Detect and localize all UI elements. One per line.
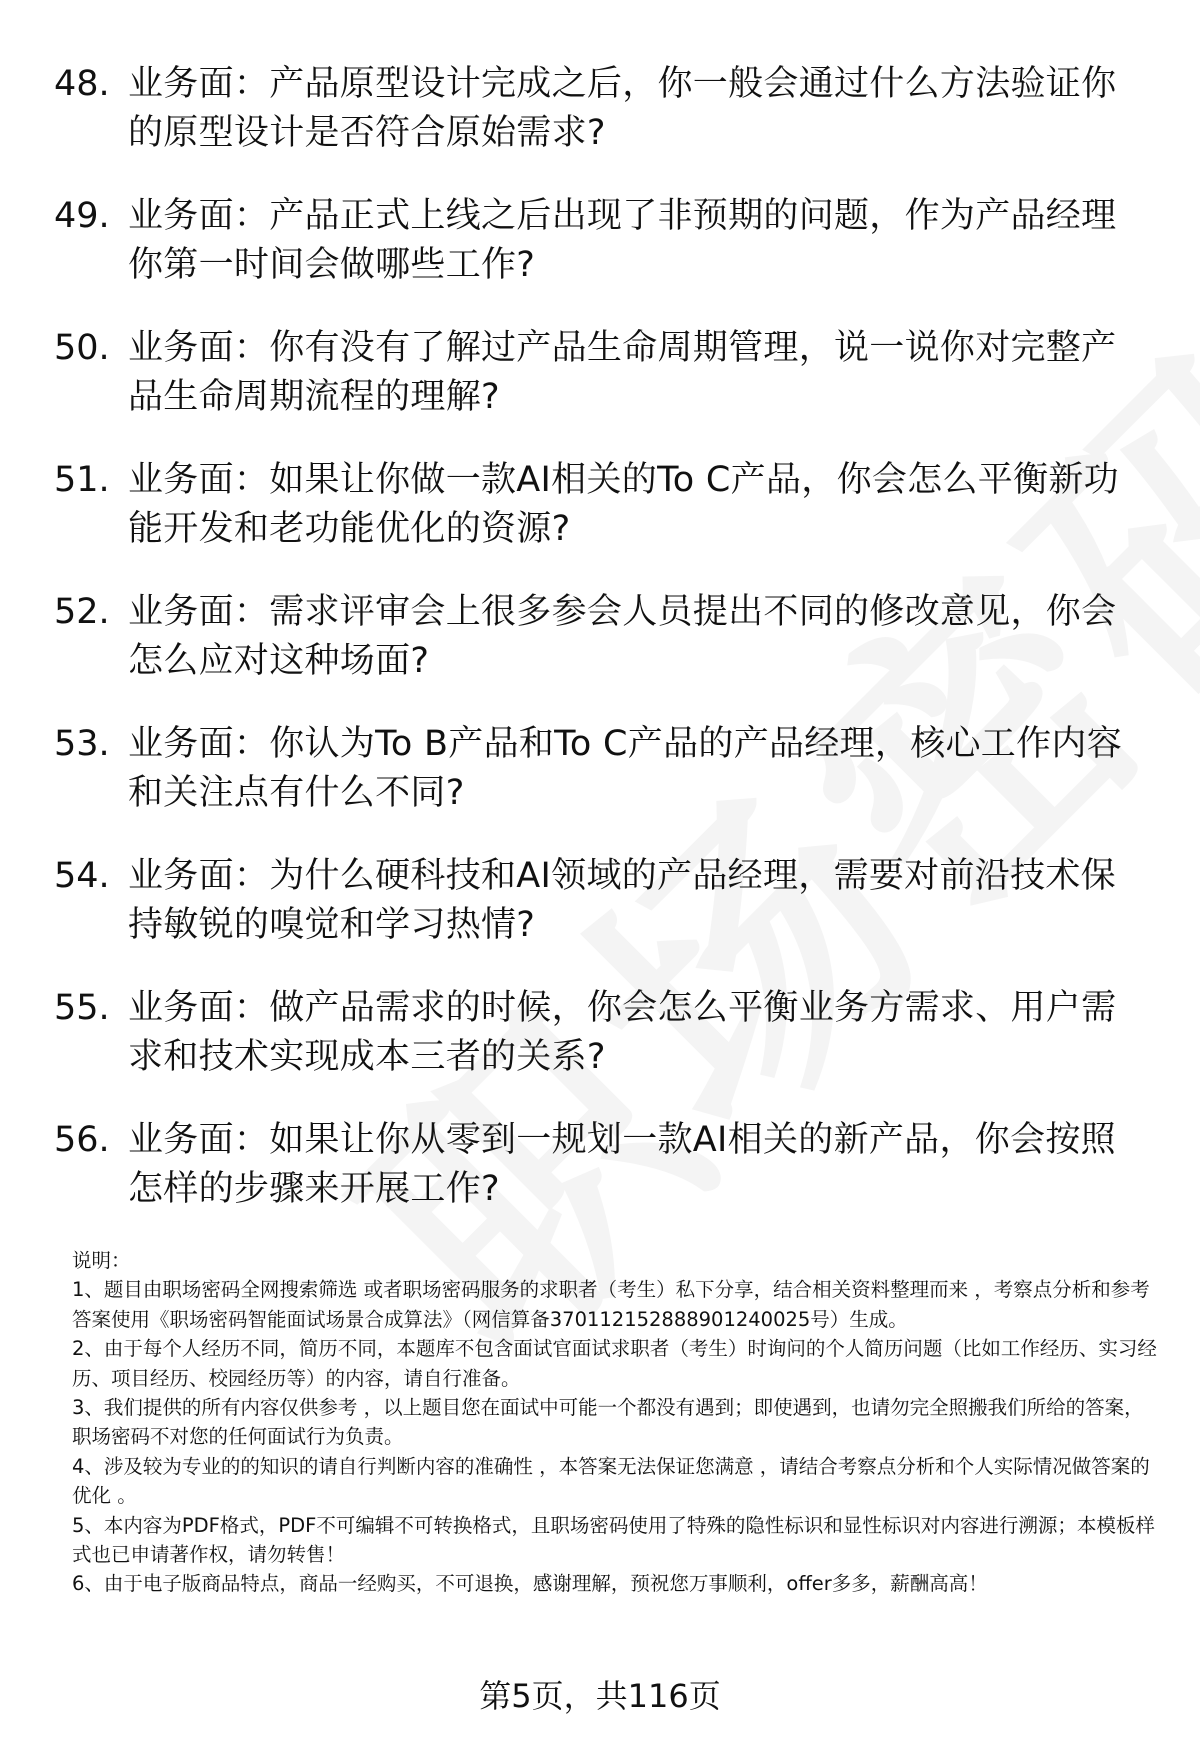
question-item <box>54 456 1154 588</box>
question-text: 业务面：产品原型设计完成之后，你一般会通过什么方法验证你的原型设计是否符合原始需求? <box>128 64 1117 153</box>
question-text: 业务面：需求评审会上很多参会人员提出不同的修改意见，你会怎么应对这种场面? <box>128 592 1117 681</box>
question-number: 49. <box>54 196 110 236</box>
question-number: 48. <box>54 64 110 104</box>
notes-section <box>72 1246 1162 1599</box>
question-item <box>54 588 1154 720</box>
question-text: 业务面：你认为To B产品和To C产品的产品经理，核心工作内容和关注点有什么不同? <box>128 724 1122 813</box>
question-text: 业务面：产品正式上线之后出现了非预期的问题，作为产品经理你第一时间会做哪些工作? <box>128 196 1117 285</box>
question-number: 53. <box>54 724 110 764</box>
question-item <box>54 852 1154 984</box>
question-text: 业务面：为什么硬科技和AI领域的产品经理，需要对前沿技术保持敏锐的嗅觉和学习热情? <box>128 856 1116 945</box>
question-number: 56. <box>54 1120 110 1160</box>
question-text: 业务面：如果让你做一款AI相关的To C产品，你会怎么平衡新功能开发和老功能优化的资源? <box>128 460 1119 549</box>
question-item <box>54 192 1154 324</box>
question-item <box>54 984 1154 1116</box>
question-text: 业务面：你有没有了解过产品生命周期管理，说一说你对完整产品生命周期流程的理解? <box>128 328 1117 417</box>
question-number: 50. <box>54 328 110 368</box>
question-text: 业务面：做产品需求的时候，你会怎么平衡业务方需求、用户需求和技术实现成本三者的关系? <box>128 988 1117 1077</box>
note-item: 1、题目由职场密码全网搜索筛选 或者职场密码服务的求职者（考生）私下分享，结合相关资料整理而来 ，考察点分析和参考答案使用《职场密码智能面试场景合成算法》（网信算备370112152888901240025号）生成。 <box>72 1278 1150 1331</box>
question-number: 52. <box>54 592 110 632</box>
notes-title: 说明： <box>72 1249 131 1272</box>
note-item: 3、我们提供的所有内容仅供参考 ，以上题目您在面试中可能一个都没有遇到；即使遇到，也请勿完全照搬我们所给的答案，职场密码不对您的任何面试行为负责。 <box>72 1396 1144 1449</box>
page-number: 第5页，共116页 <box>479 1677 721 1715</box>
question-item <box>54 1116 1154 1248</box>
question-number: 54. <box>54 856 110 896</box>
question-number: 55. <box>54 988 110 1028</box>
note-item: 2、由于每个人经历不同，简历不同，本题库不包含面试官面试求职者（考生）时询问的个人简历问题（比如工作经历、实习经历、项目经历、校园经历等）的内容，请自行准备。 <box>72 1337 1157 1390</box>
question-list <box>54 60 1154 1248</box>
note-item: 5、本内容为PDF格式，PDF不可编辑不可转换格式，且职场密码使用了特殊的隐性标识和显性标识对内容进行溯源；本模板样式也已申请著作权，请勿转售！ <box>72 1513 1155 1567</box>
note-item: 6、由于电子版商品特点，商品一经购买，不可退换，感谢理解，预祝您万事顺利，offer多多，薪酬高高！ <box>72 1572 988 1596</box>
question-item <box>54 324 1154 456</box>
question-item <box>54 60 1154 192</box>
question-text: 业务面：如果让你从零到一规划一款AI相关的新产品，你会按照怎样的步骤来开展工作? <box>128 1120 1116 1209</box>
question-number: 51. <box>54 460 110 500</box>
note-item: 4、涉及较为专业的的知识的请自行判断内容的准确性 ，本答案无法保证您满意 ，请结合考察点分析和个人实际情况做答案的优化 。 <box>72 1454 1150 1508</box>
question-item <box>54 720 1154 852</box>
